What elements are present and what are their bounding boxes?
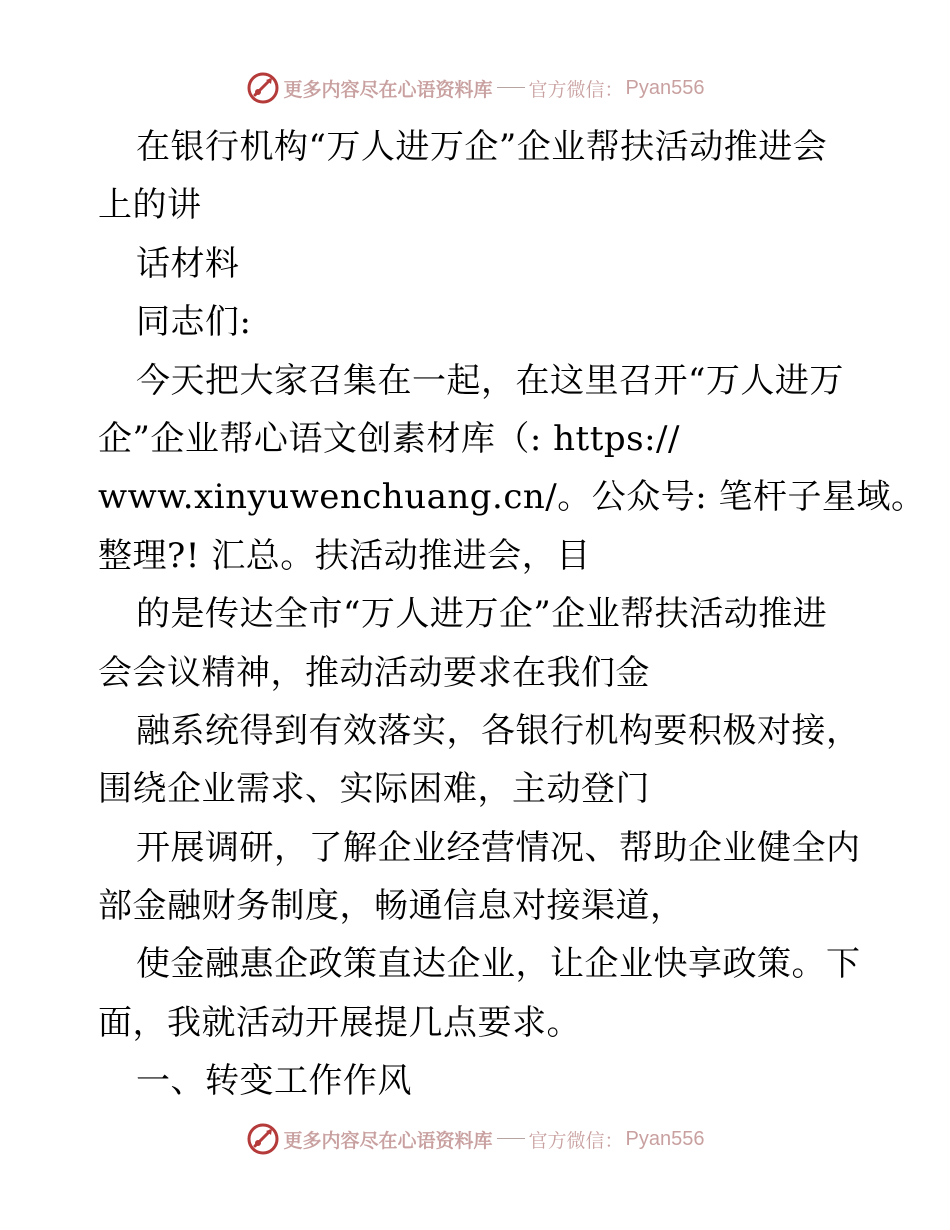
paragraph-line: 开展调研，了解企业经营情况、帮助企业健全内 <box>136 827 861 868</box>
watermark-site-text: 更多内容尽在心语资料库 <box>283 78 493 101</box>
section-heading: 一、转变工作作风 <box>136 1061 412 1102</box>
paragraph-line: 面，我就活动开展提几点要求。 <box>98 1002 581 1043</box>
title-line-3: 话材料 <box>136 243 240 284</box>
title-line-2: 上的讲 <box>98 185 202 226</box>
watermark-contact-label: 官方微信： <box>528 78 624 101</box>
watermark-dash <box>497 1138 525 1139</box>
paragraph-line: www.xinyuwenchuang.cn/。公众号: 笔杆子星域。 <box>98 477 926 518</box>
watermark-contact-id: Pyan556 <box>625 1127 705 1150</box>
brush-seal-logo-icon <box>246 71 280 105</box>
paragraph-line: 会会议精神，推动活动要求在我们金 <box>98 652 650 693</box>
watermark-contact-id: Pyan556 <box>625 76 705 99</box>
paragraph-line: 今天把大家召集在一起，在这里召开“万人进万 <box>136 360 844 401</box>
paragraph-line: 整理?! 汇总。扶活动推进会，目 <box>98 535 591 576</box>
paragraph-line: 围绕企业需求、实际困难，主动登门 <box>98 769 650 810</box>
watermark-site-text: 更多内容尽在心语资料库 <box>283 1129 493 1152</box>
paragraph-line: 的是传达全市“万人进万企”企业帮扶活动推进 <box>136 594 828 635</box>
paragraph-line: 使金融惠企政策直达企业，让企业快享政策。下 <box>136 944 861 985</box>
paragraph-line: 企”企业帮心语文创素材库（: https:// <box>98 418 680 459</box>
salutation: 同志们: <box>136 302 252 343</box>
footer-watermark <box>0 1119 950 1159</box>
watermark-dash <box>497 87 525 88</box>
paragraph-line: 部金融财务制度，畅通信息对接渠道， <box>98 886 685 927</box>
paragraph-line: 融系统得到有效落实，各银行机构要积极对接， <box>136 710 861 751</box>
brush-seal-logo-icon <box>246 1122 280 1156</box>
title-line-1: 在银行机构“万人进万企”企业帮扶活动推进会 <box>136 127 828 167</box>
watermark-contact-label: 官方微信： <box>528 1129 624 1152</box>
document-body <box>98 118 926 1111</box>
header-watermark <box>0 68 950 108</box>
